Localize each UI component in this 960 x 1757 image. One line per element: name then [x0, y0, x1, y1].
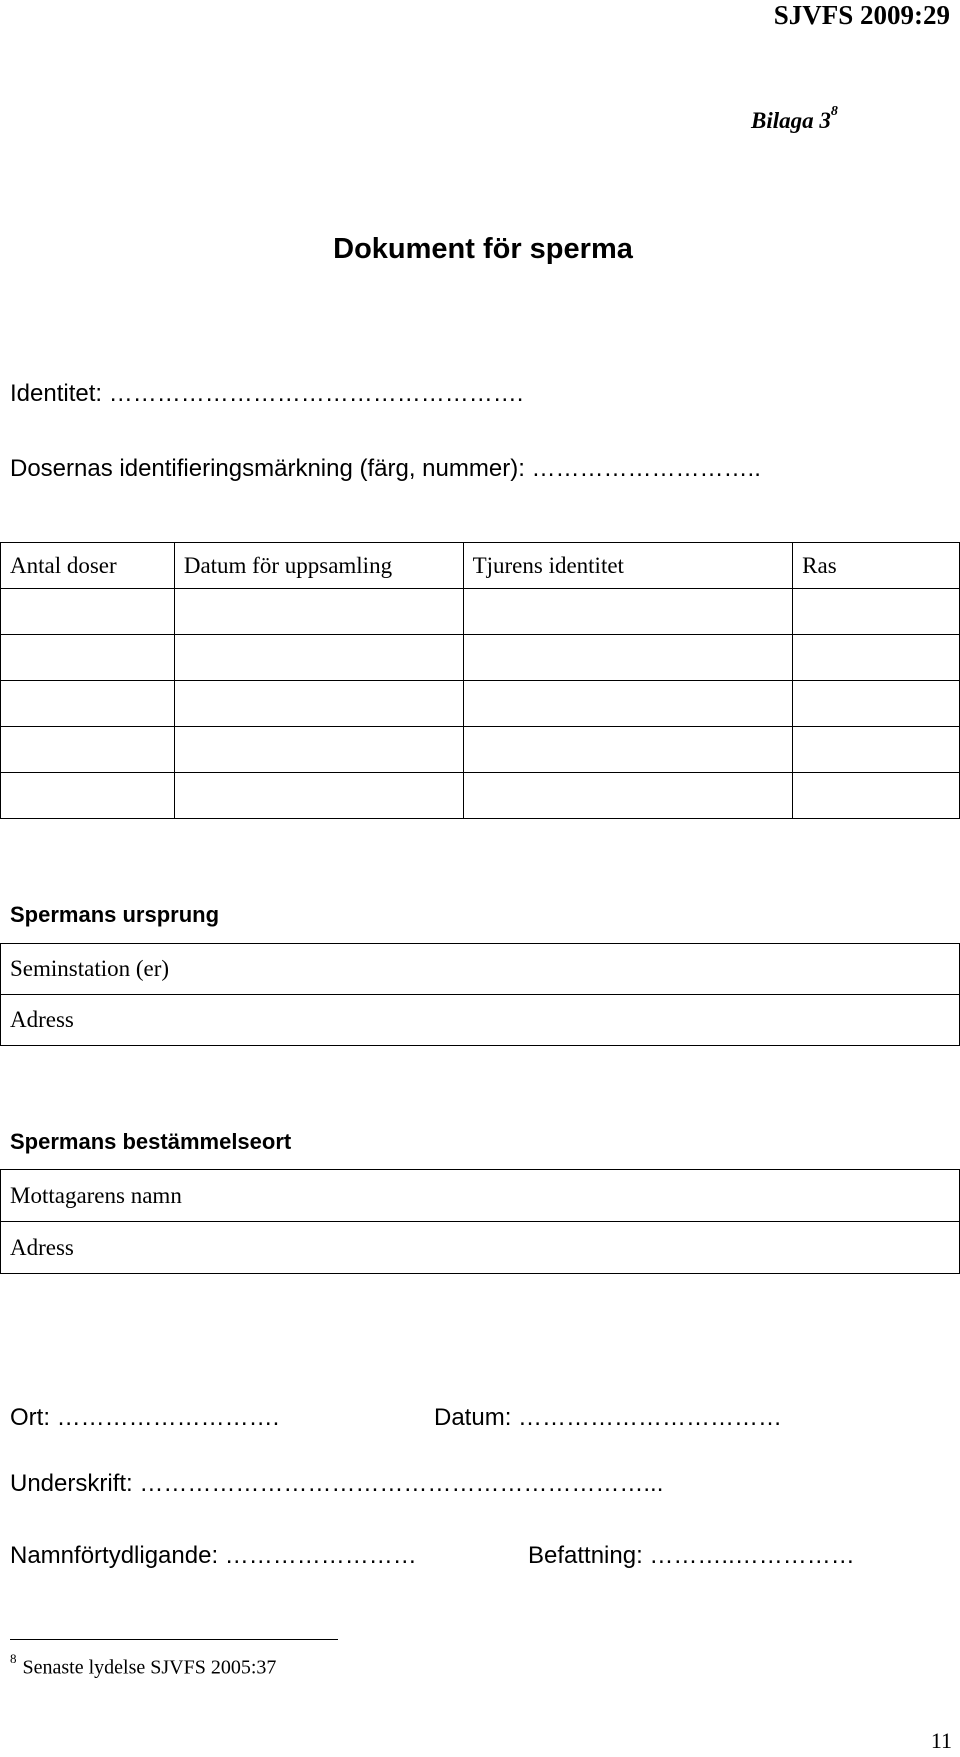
- destination-heading: Spermans bestämmelseort: [10, 1129, 292, 1154]
- signature-field[interactable]: Underskrift: ………………………………………………………...: [10, 1470, 664, 1497]
- recipient-name-field[interactable]: Mottagarens namn: [1, 1170, 960, 1222]
- table-cell[interactable]: [174, 727, 463, 773]
- table-cell[interactable]: [174, 773, 463, 819]
- table-cell[interactable]: [1, 589, 175, 635]
- table-cell[interactable]: [1, 681, 175, 727]
- table-row: [1, 635, 960, 681]
- doses-table: [0, 542, 960, 819]
- header-ras: Ras: [793, 543, 960, 589]
- footnote-divider: [10, 1639, 338, 1640]
- page-number: 11: [930, 1728, 952, 1753]
- table-header-row: [1, 543, 960, 589]
- origin-address-field[interactable]: Adress: [1, 995, 960, 1046]
- table-row: [1, 995, 960, 1046]
- document-code: SJVFS 2009:29: [773, 0, 950, 30]
- appendix-label-text: Bilaga 3: [751, 108, 831, 133]
- header-antal-doser: Antal doser: [1, 543, 175, 589]
- table-row: [1, 727, 960, 773]
- appendix-label: [751, 104, 838, 134]
- dosernas-field: Dosernas identifieringsmärkning (färg, nummer): ………………………..: [10, 455, 761, 482]
- table-row: [1, 681, 960, 727]
- footnote: [10, 1651, 277, 1680]
- table-cell[interactable]: [174, 589, 463, 635]
- table-cell[interactable]: [1, 773, 175, 819]
- table-cell[interactable]: [463, 681, 793, 727]
- name-clarification-field[interactable]: Namnförtydligande: ……………………: [10, 1542, 417, 1569]
- table-row: [1, 944, 960, 995]
- datum-field[interactable]: Datum: ……………………………: [434, 1404, 783, 1431]
- origin-heading: Spermans ursprung: [10, 902, 220, 927]
- footnote-number: 8: [10, 1651, 17, 1666]
- origin-table: [0, 943, 960, 1046]
- seminstation-field[interactable]: Seminstation (er): [1, 944, 960, 995]
- table-row: [1, 1222, 960, 1274]
- destination-table: [0, 1169, 960, 1274]
- table-cell[interactable]: [793, 635, 960, 681]
- table-cell[interactable]: [463, 773, 793, 819]
- table-cell[interactable]: [1, 635, 175, 681]
- header-tjurens-identitet: Tjurens identitet: [463, 543, 793, 589]
- position-field[interactable]: Befattning: ………..……………: [528, 1542, 855, 1569]
- table-cell[interactable]: [793, 589, 960, 635]
- table-cell[interactable]: [174, 681, 463, 727]
- table-cell[interactable]: [793, 773, 960, 819]
- destination-address-field[interactable]: Adress: [1, 1222, 960, 1274]
- table-cell[interactable]: [1, 727, 175, 773]
- table-row: [1, 589, 960, 635]
- table-cell[interactable]: [174, 635, 463, 681]
- header-datum-for-uppsamling: Datum för uppsamling: [174, 543, 463, 589]
- appendix-footnote-ref: 8: [830, 104, 838, 120]
- identitet-field: Identitet: …………………………………………….: [10, 380, 524, 407]
- table-cell[interactable]: [463, 727, 793, 773]
- page-title: Dokument för sperma: [333, 233, 633, 265]
- footnote-text: Senaste lydelse SJVFS 2005:37: [22, 1656, 277, 1679]
- table-row: [1, 1170, 960, 1222]
- table-cell[interactable]: [793, 681, 960, 727]
- table-row: [1, 773, 960, 819]
- table-cell[interactable]: [793, 727, 960, 773]
- table-cell[interactable]: [463, 635, 793, 681]
- ort-field[interactable]: Ort: ……………………….: [10, 1404, 280, 1431]
- table-cell[interactable]: [463, 589, 793, 635]
